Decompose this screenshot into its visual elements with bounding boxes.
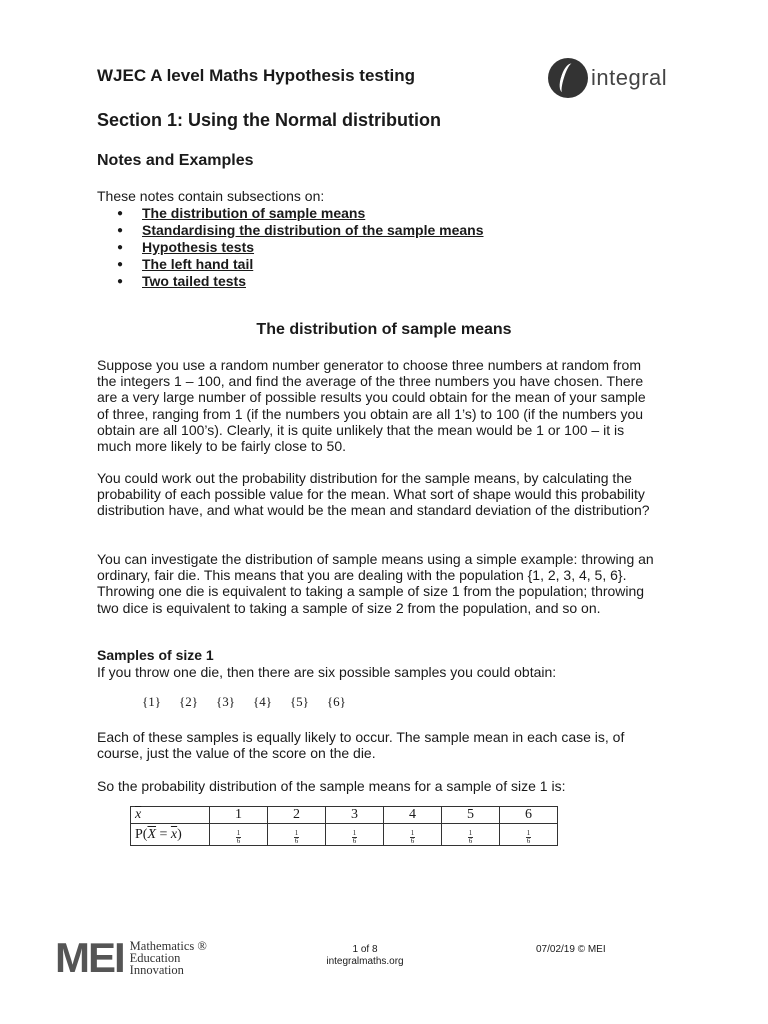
table-cell: 1 — [210, 807, 268, 824]
table-row — [131, 824, 558, 846]
fraction: $\frac{1}{6}$ — [410, 829, 415, 845]
mei-logo-mark: MEI — [55, 934, 124, 981]
list-item — [117, 205, 484, 222]
paragraph-die-example: You can investigate the distribution of sample means using a simple example: throwing an ordinary, fair die. This means that you are dealing with the population {1, 2, 3, 4, 5, 6}. Throwing one die is equivalent to taking a sample of size 1 from the population; throwing two dice is equivalent to taking a sample of size 2 from the population, and so on. — [97, 551, 654, 616]
toc-link-two-tailed-tests[interactable]: Two tailed tests — [142, 273, 246, 289]
toc-link-sample-means[interactable]: The distribution of sample means — [142, 205, 366, 221]
sample-item: {4} — [252, 694, 272, 709]
mei-logo — [55, 934, 207, 981]
table-row — [131, 807, 558, 824]
table-header-xbar: $\overline{x}$ — [131, 807, 210, 824]
paragraph-distribution-intro: So the probability distribution of the sample means for a sample of size 1 is: — [97, 778, 566, 794]
table-cell — [210, 824, 268, 846]
paragraph-one-die: If you throw one die, then there are six possible samples you could obtain: — [97, 664, 557, 680]
list-item — [117, 239, 484, 256]
page-number: 1 of 8 — [352, 944, 378, 955]
sample-list — [142, 694, 346, 710]
table-header-probability: $P(\overline{X} = \overline{x})$ — [131, 824, 210, 846]
toc-link-left-hand-tail[interactable]: The left hand tail — [142, 256, 254, 272]
sample-item: {1} — [142, 694, 161, 709]
notes-title: Notes and Examples — [97, 152, 254, 169]
page-footer — [300, 944, 430, 968]
fraction: $\frac{1}{6}$ — [352, 829, 357, 845]
table-cell — [268, 824, 326, 846]
fraction: $\frac{1}{6}$ — [526, 829, 531, 845]
list-item — [117, 256, 484, 273]
bullet-icon: ● — [117, 225, 124, 236]
list-item — [117, 222, 484, 239]
section-title: Section 1: Using the Normal distribution — [97, 110, 442, 130]
fraction: $\frac{1}{6}$ — [236, 829, 241, 845]
fraction: $\frac{1}{6}$ — [468, 829, 473, 845]
bullet-icon: ● — [117, 242, 124, 253]
intro-text: These notes contain subsections on: — [97, 188, 325, 204]
table-cell: 4 — [384, 807, 442, 824]
subsection-heading: The distribution of sample means — [256, 321, 512, 338]
table-cell: 6 — [500, 807, 558, 824]
footer-site: integralmaths.org — [326, 956, 404, 967]
toc-link-hypothesis-tests[interactable]: Hypothesis tests — [142, 239, 255, 255]
bullet-icon: ● — [117, 276, 124, 287]
sample-item: {3} — [215, 694, 235, 709]
table-cell — [326, 824, 384, 846]
table-cell: 3 — [326, 807, 384, 824]
document-title: WJEC A level Maths Hypothesis testing — [97, 66, 416, 85]
paragraph-equally-likely: Each of these samples is equally likely to occur. The sample mean in each case is, of course, just the value of the score on the die. — [97, 729, 625, 762]
footer-date: 07/02/19 © MEI — [536, 944, 606, 955]
integral-logo-text: integral — [591, 65, 668, 90]
table-cell: 2 — [268, 807, 326, 824]
subsection-list — [117, 205, 484, 290]
sample-item: {5} — [289, 694, 309, 709]
sample-item: {6} — [326, 694, 346, 709]
table-cell — [442, 824, 500, 846]
toc-link-standardising[interactable]: Standardising the distribution of the sample means — [142, 222, 484, 238]
table-cell — [384, 824, 442, 846]
integral-logo — [548, 58, 667, 98]
integral-logo-icon — [548, 58, 588, 98]
table-cell — [500, 824, 558, 846]
samples-heading: Samples of size 1 — [97, 647, 214, 663]
paragraph-probability-distribution: You could work out the probability distribution for the sample means, by calculating the probability of each possible value for the mean. What sort of shape would this probability distribution have, and what would be the mean and standard deviation of the distribution? — [97, 470, 650, 519]
bullet-icon: ● — [117, 259, 124, 270]
mei-logo-text: Mathematics ® Education Innovation — [129, 939, 207, 977]
paragraph-random-numbers: Suppose you use a random number generator to choose three numbers at random from the integers 1 – 100, and find the average of the three numbers you have chosen. There are a very large number of possible results you could obtain for the mean of your sample of three, ranging from 1 (if the numbers you obtain are all 1’s) to 100 (if the numbers you obtain are all 100’s). Clearly, it is quite unlikely that the mean would be 1 or 100 – it is much more likely to be fairly close to 50. — [97, 357, 646, 455]
probability-table — [130, 806, 558, 846]
bullet-icon: ● — [117, 208, 124, 219]
sample-item: {2} — [178, 694, 198, 709]
table-cell: 5 — [442, 807, 500, 824]
fraction: $\frac{1}{6}$ — [294, 829, 299, 845]
list-item — [117, 273, 484, 290]
